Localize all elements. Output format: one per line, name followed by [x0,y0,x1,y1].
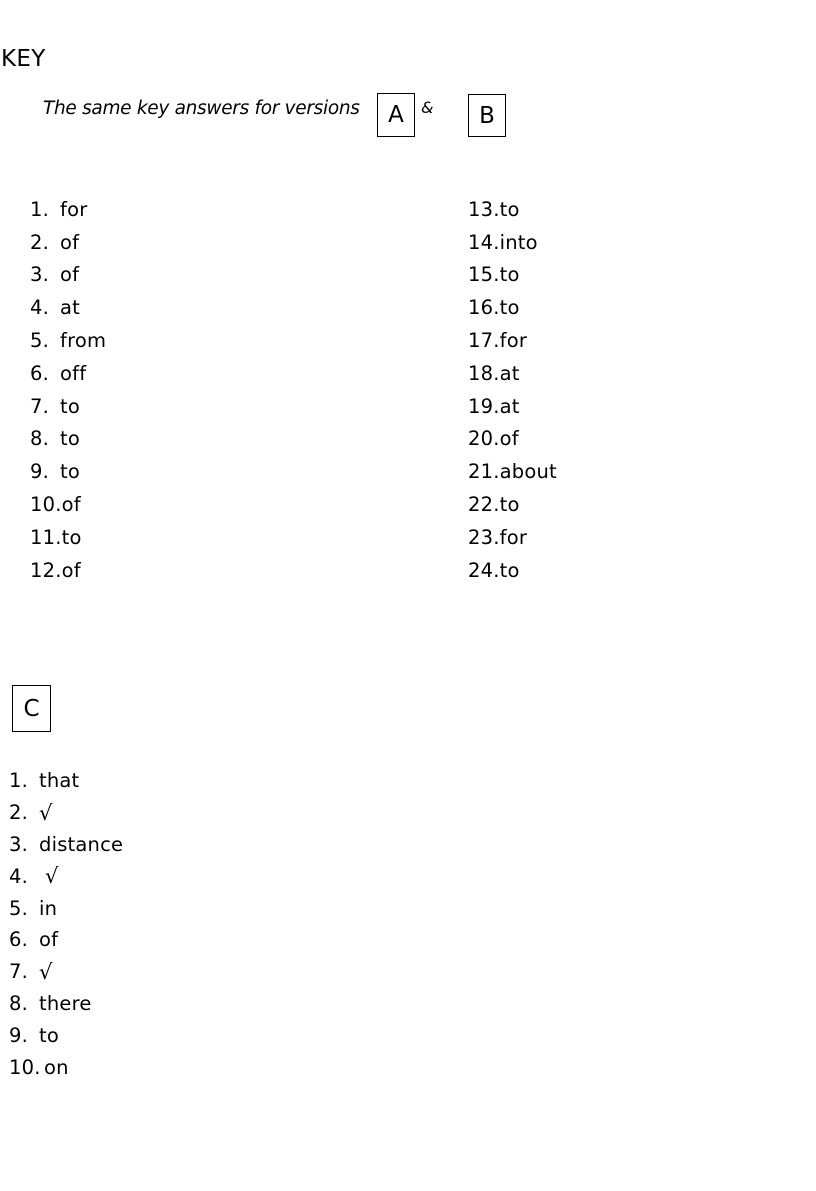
item-number: 1. [9,769,29,793]
list-item [9,988,123,1020]
item-number: 12. [30,558,62,582]
list-item [468,324,557,357]
item-answer: of [60,263,80,287]
list-item [468,554,557,587]
item-number: 2. [9,801,29,825]
item-answer: at [499,394,520,418]
item-number: 11. [30,525,62,549]
item-number: 3. [9,832,29,856]
item-answer: about [499,460,557,484]
list-item [30,488,106,521]
item-answer: to [60,394,80,418]
item-number: 3. [30,263,50,287]
item-number: 17. [468,329,500,353]
list-item [30,423,106,456]
item-answer: that [39,769,80,793]
checkmark-icon: √ [39,959,53,984]
item-answer: to [61,525,82,549]
item-answer: at [499,361,520,385]
item-number: 20. [468,427,500,451]
item-answer: on [44,1055,69,1079]
item-answer: of [39,928,59,952]
list-item [30,291,106,324]
item-answer: for [499,525,528,549]
item-number: 16. [468,296,500,320]
item-number: 22. [468,493,500,517]
list-item [30,324,106,357]
item-answer: for [499,329,528,353]
item-answer: in [39,896,58,920]
version-a-box: A [377,93,415,137]
item-answer: at [60,296,80,320]
list-item [30,521,106,554]
item-number: 15. [468,263,500,287]
list-item [468,423,557,456]
item-answer: into [499,230,538,254]
list-item [9,765,123,797]
list-item [30,554,106,587]
item-number: 9. [30,460,50,484]
item-number: 6. [30,361,50,385]
item-answer: to [39,1023,59,1047]
list-item [468,455,557,488]
item-answer: from [60,329,107,353]
item-answer: to [499,296,520,320]
item-answer: to [499,493,520,517]
answer-list-left [30,193,106,587]
item-answer: to [499,558,520,582]
item-number: 8. [30,427,50,451]
version-c-box: C [12,685,51,732]
item-answer: for [60,197,88,221]
item-answer: to [60,427,80,451]
list-item [468,193,557,226]
list-item [9,1019,123,1051]
item-number: 21. [468,460,500,484]
item-answer: distance [39,832,124,856]
checkmark-icon: √ [39,800,53,825]
list-item [30,259,106,292]
item-number: 19. [468,394,500,418]
item-number: 13. [468,197,500,221]
item-number: 8. [9,991,29,1015]
item-answer: off [60,361,87,385]
list-item [468,521,557,554]
item-number: 1. [30,197,50,221]
list-item [468,488,557,521]
versions-note: The same key answers for versions [43,98,360,119]
item-number: 23. [468,525,500,549]
list-item [30,357,106,390]
list-item [30,226,106,259]
list-item [9,829,123,861]
item-number: 5. [30,329,50,353]
list-item [9,956,123,988]
version-b-box: B [468,94,506,137]
item-number: 4. [9,864,29,888]
item-number: 9. [9,1023,29,1047]
list-item [468,390,557,423]
page-title: KEY [1,46,46,72]
checkmark-icon: √ [45,864,59,889]
item-answer: to [499,197,520,221]
list-item [9,860,123,892]
item-number: 5. [9,896,29,920]
item-number: 10. [9,1055,41,1079]
item-answer: of [60,230,80,254]
list-item [9,924,123,956]
item-answer: of [61,558,81,582]
list-item [468,259,557,292]
item-number: 24. [468,558,500,582]
answer-list-c [9,765,123,1083]
item-number: 7. [9,960,29,984]
item-number: 4. [30,296,50,320]
list-item [30,390,106,423]
list-item [468,357,557,390]
item-number: 6. [9,928,29,952]
answer-list-right [468,193,557,587]
item-number: 10. [30,493,62,517]
list-item [30,455,106,488]
item-answer: of [61,493,81,517]
list-item [9,797,123,829]
item-answer: there [39,991,92,1015]
item-number: 2. [30,230,50,254]
item-answer: of [499,427,519,451]
item-number: 7. [30,394,50,418]
ampersand: & [421,98,434,117]
list-item [468,226,557,259]
list-item [9,892,123,924]
list-item [9,1051,123,1083]
list-item [30,193,106,226]
item-number: 18. [468,361,500,385]
item-number: 14. [468,230,500,254]
list-item [468,291,557,324]
item-answer: to [499,263,520,287]
item-answer: to [60,460,80,484]
